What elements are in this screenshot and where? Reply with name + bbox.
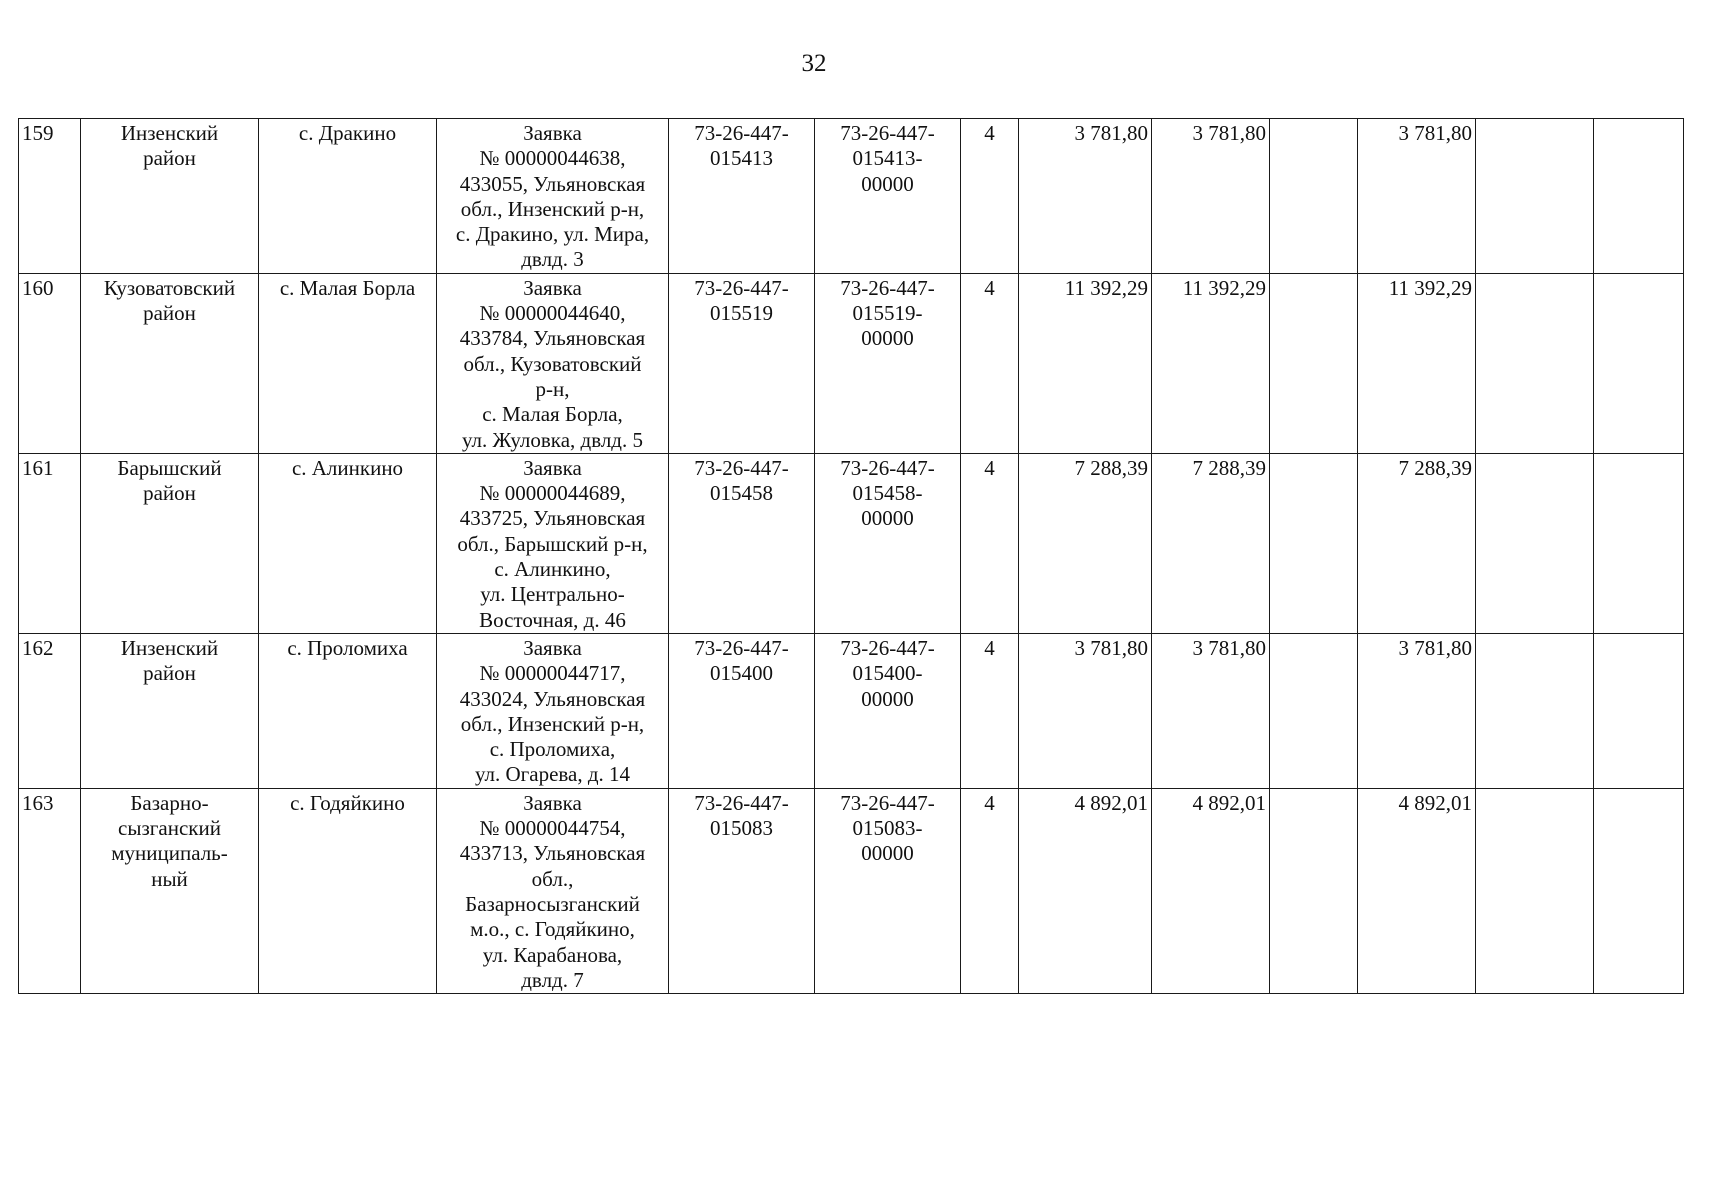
object-code-line: 00000 xyxy=(861,171,914,196)
extra-cell-2 xyxy=(1594,633,1684,788)
application-line: № 00000044638, xyxy=(479,146,626,171)
application-line: с. Дракино, ул. Мира, xyxy=(455,222,650,247)
amount-approved-cell: 7 288,39 xyxy=(1358,453,1476,633)
object-code-line: 015400- xyxy=(852,661,923,686)
application-line: № 00000044640, xyxy=(479,301,626,326)
amount-total-cell: 3 781,80 xyxy=(1019,119,1152,274)
row-number-cell: 161 xyxy=(19,453,81,633)
object-code-line: 015458- xyxy=(852,481,923,506)
amount-total-cell: 3 781,80 xyxy=(1019,633,1152,788)
settlement-cell: с. Годяйкино xyxy=(259,788,437,993)
territory-code-line: 015413 xyxy=(710,146,773,171)
territory-code-cell xyxy=(669,788,815,993)
district-line: ный xyxy=(151,866,188,891)
application-line: Заявка xyxy=(523,275,582,300)
extra-cell-2 xyxy=(1594,453,1684,633)
extra-cell-2 xyxy=(1594,119,1684,274)
territory-code-line: 015083 xyxy=(710,816,773,841)
table-row xyxy=(19,273,1684,453)
application-line: обл., Барышский р-н, xyxy=(457,531,648,556)
object-code-line: 73-26-447- xyxy=(840,275,935,300)
count-cell: 4 xyxy=(961,788,1019,993)
territory-code-cell xyxy=(669,119,815,274)
application-line: обл., Инзенский р-н, xyxy=(460,196,645,221)
amount-total-cell: 11 392,29 xyxy=(1019,273,1152,453)
object-code-cell xyxy=(815,788,961,993)
application-line: 433784, Ульяновская xyxy=(459,326,646,351)
table-row xyxy=(19,788,1684,993)
count-cell: 4 xyxy=(961,273,1019,453)
application-line: двлд. 3 xyxy=(521,247,584,272)
district-line: муниципаль- xyxy=(111,841,228,866)
district-line: Базарно- xyxy=(130,790,209,815)
application-line: р-н, xyxy=(535,376,570,401)
row-number-cell: 162 xyxy=(19,633,81,788)
district-cell xyxy=(81,119,259,274)
application-line: обл., xyxy=(531,866,574,891)
application-line: № 00000044754, xyxy=(479,816,626,841)
amount-approved-cell: 11 392,29 xyxy=(1358,273,1476,453)
object-code-line: 00000 xyxy=(861,841,914,866)
object-code-line: 00000 xyxy=(861,506,914,531)
territory-code-cell xyxy=(669,633,815,788)
table-row xyxy=(19,633,1684,788)
row-number-cell: 163 xyxy=(19,788,81,993)
application-line: обл., Кузоватовский xyxy=(463,351,642,376)
object-code-cell xyxy=(815,453,961,633)
amount-blank-cell xyxy=(1270,633,1358,788)
application-line: обл., Инзенский р-н, xyxy=(460,711,645,736)
object-code-line: 73-26-447- xyxy=(840,121,935,145)
extra-cell-2 xyxy=(1594,273,1684,453)
application-line: Восточная, д. 46 xyxy=(479,607,626,632)
application-cell xyxy=(437,633,669,788)
application-line: с. Малая Борла, xyxy=(482,402,623,427)
application-cell xyxy=(437,119,669,274)
district-cell xyxy=(81,453,259,633)
district-line: район xyxy=(143,481,196,506)
territory-code-line: 015458 xyxy=(710,481,773,506)
application-line: 433725, Ульяновская xyxy=(459,506,646,531)
application-line: Заявка xyxy=(523,455,582,480)
object-code-cell xyxy=(815,119,961,274)
table-row xyxy=(19,453,1684,633)
application-cell xyxy=(437,453,669,633)
amount-approved-cell: 3 781,80 xyxy=(1358,633,1476,788)
district-line: Инзенский xyxy=(120,121,219,145)
territory-code-line: 73-26-447- xyxy=(694,275,789,300)
settlement-cell: с. Малая Борла xyxy=(259,273,437,453)
amount-approved-cell: 3 781,80 xyxy=(1358,119,1476,274)
object-code-line: 015413- xyxy=(852,146,923,171)
extra-cell-1 xyxy=(1476,633,1594,788)
amount-total-cell: 7 288,39 xyxy=(1019,453,1152,633)
application-line: Заявка xyxy=(523,790,582,815)
application-cell xyxy=(437,273,669,453)
count-cell: 4 xyxy=(961,453,1019,633)
territory-code-line: 73-26-447- xyxy=(694,455,789,480)
count-cell: 4 xyxy=(961,633,1019,788)
extra-cell-1 xyxy=(1476,453,1594,633)
amount-approved-cell: 4 892,01 xyxy=(1358,788,1476,993)
district-line: Кузоватовский xyxy=(103,275,236,300)
district-line: Инзенский xyxy=(120,635,219,660)
application-line: Заявка xyxy=(523,635,582,660)
application-line: 433713, Ульяновская xyxy=(459,841,646,866)
application-line: ул. Карабанова, xyxy=(482,942,623,967)
amount-blank-cell xyxy=(1270,788,1358,993)
district-line: сызганский xyxy=(118,816,221,841)
application-line: 433055, Ульяновская xyxy=(459,171,646,196)
object-code-line: 73-26-447- xyxy=(840,790,935,815)
extra-cell-1 xyxy=(1476,788,1594,993)
district-line: район xyxy=(143,146,196,171)
district-line: Барышский xyxy=(117,455,222,480)
application-line: с. Проломиха, xyxy=(489,737,616,762)
territory-code-line: 015400 xyxy=(710,661,773,686)
application-line: м.о., с. Годяйкино, xyxy=(470,917,635,942)
application-line: ул. Центрально- xyxy=(480,582,625,607)
application-line: Базарносызганский xyxy=(465,891,640,916)
amount-requested-cell: 11 392,29 xyxy=(1152,273,1270,453)
settlement-cell: с. Алинкино xyxy=(259,453,437,633)
table-row xyxy=(19,119,1684,274)
application-line: 433024, Ульяновская xyxy=(459,686,646,711)
district-cell xyxy=(81,633,259,788)
amount-requested-cell: 3 781,80 xyxy=(1152,633,1270,788)
application-line: № 00000044689, xyxy=(479,481,626,506)
object-code-line: 015083- xyxy=(852,816,923,841)
extra-cell-1 xyxy=(1476,273,1594,453)
page-number: 32 xyxy=(801,50,827,77)
territory-code-cell xyxy=(669,453,815,633)
settlement-cell: с. Дракино xyxy=(259,119,437,274)
object-code-line: 73-26-447- xyxy=(840,455,935,480)
application-line: двлд. 7 xyxy=(521,967,584,992)
district-line: район xyxy=(143,661,196,686)
amount-requested-cell: 4 892,01 xyxy=(1152,788,1270,993)
count-cell: 4 xyxy=(961,119,1019,274)
district-line: район xyxy=(143,301,196,326)
territory-code-line: 73-26-447- xyxy=(694,121,789,145)
amount-requested-cell: 3 781,80 xyxy=(1152,119,1270,274)
extra-cell-2 xyxy=(1594,788,1684,993)
application-line: Заявка xyxy=(523,121,582,145)
application-line: ул. Огарева, д. 14 xyxy=(474,762,631,787)
registry-table xyxy=(18,118,1684,994)
territory-code-cell xyxy=(669,273,815,453)
row-number-cell: 160 xyxy=(19,273,81,453)
object-code-line: 73-26-447- xyxy=(840,635,935,660)
district-cell xyxy=(81,788,259,993)
amount-blank-cell xyxy=(1270,119,1358,274)
territory-code-line: 73-26-447- xyxy=(694,635,789,660)
settlement-cell: с. Проломиха xyxy=(259,633,437,788)
object-code-line: 015519- xyxy=(852,301,923,326)
territory-code-line: 015519 xyxy=(710,301,773,326)
application-cell xyxy=(437,788,669,993)
application-line: с. Алинкино, xyxy=(494,557,611,582)
row-number-cell: 159 xyxy=(19,119,81,274)
district-cell xyxy=(81,273,259,453)
object-code-cell xyxy=(815,273,961,453)
amount-blank-cell xyxy=(1270,273,1358,453)
amount-total-cell: 4 892,01 xyxy=(1019,788,1152,993)
object-code-line: 00000 xyxy=(861,686,914,711)
territory-code-line: 73-26-447- xyxy=(694,790,789,815)
application-line: № 00000044717, xyxy=(479,661,626,686)
application-line: ул. Жуловка, двлд. 5 xyxy=(461,427,643,452)
amount-requested-cell: 7 288,39 xyxy=(1152,453,1270,633)
extra-cell-1 xyxy=(1476,119,1594,274)
table-body xyxy=(19,119,1684,994)
object-code-line: 00000 xyxy=(861,326,914,351)
object-code-cell xyxy=(815,633,961,788)
amount-blank-cell xyxy=(1270,453,1358,633)
